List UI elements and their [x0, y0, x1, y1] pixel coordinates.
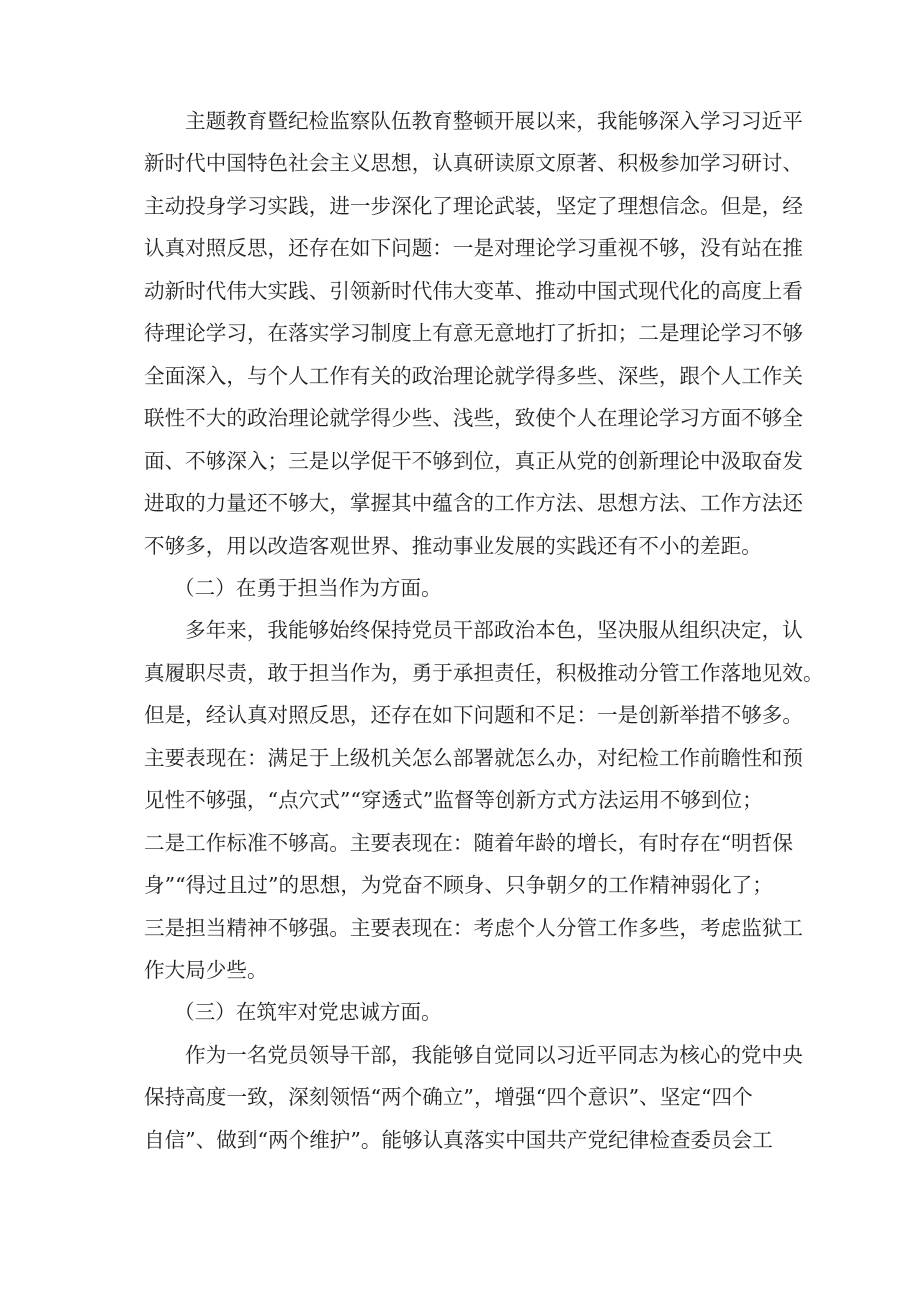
text-line: 多年来，我能够始终保持党员干部政治本色，坚决服从组织决定，认 [185, 618, 803, 642]
text-line: 联性不大的政治理论就学得少些、浅些，致使个人在理论学习方面不够全 [144, 406, 803, 430]
text-line: 认真对照反思，还存在如下问题：一是对理论学习重视不够，没有站在推 [144, 236, 803, 260]
text-line: 主要表现在：满足于上级机关怎么部署就怎么办，对纪检工作前瞻性和预 [144, 746, 803, 770]
text-line: 三是担当精神不够强。主要表现在：考虑个人分管工作多些，考虑监狱工 [144, 916, 803, 940]
text-line: 全面深入，与个人工作有关的政治理论就学得多些、深些，跟个人工作关 [144, 364, 803, 388]
text-line: 真履职尽责，敢于担当作为，勇于承担责任，积极推动分管工作落地见效。 [144, 661, 824, 685]
text-line: 见性不够强，“点穴式”“穿透式”监督等创新方式方法运用不够到位； [144, 788, 763, 812]
text-line: 主题教育暨纪检监察队伍教育整顿开展以来，我能够深入学习习近平 [185, 109, 803, 133]
text-line: 动新时代伟大实践、引领新时代伟大变革、推动中国式现代化的高度上看 [144, 279, 803, 303]
text-line: 二是工作标准不够高。主要表现在：随着年龄的增长，有时存在“明哲保 [144, 831, 793, 855]
text-line: 自信”、做到“两个维护”。能够认真落实中国共产党纪律检查委员会工 [144, 1128, 773, 1152]
text-line: 保持高度一致，深刻领悟“两个确立”，增强“四个意识”、坚定“四个 [144, 1085, 753, 1109]
text-line: 但是，经认真对照反思，还存在如下问题和不足：一是创新举措不够多。 [144, 703, 803, 727]
text-line: 面、不够深入；三是以学促干不够到位，真正从党的创新理论中汲取奋发 [144, 449, 803, 473]
text-line: 进取的力量还不够大，掌握其中蕴含的工作方法、思想方法、工作方法还 [144, 491, 803, 515]
section-heading: （三）在筑牢对党忠诚方面。 [174, 1000, 442, 1024]
text-line: 不够多，用以改造客观世界、推动事业发展的实践还有不小的差距。 [144, 534, 762, 558]
text-line: 身”“得过且过”的思想，为党奋不顾身、只争朝夕的工作精神弱化了； [144, 873, 773, 897]
text-line: 主动投身学习实践，进一步深化了理论武装，坚定了理想信念。但是，经 [144, 194, 803, 218]
text-line: 待理论学习，在落实学习制度上有意无意地打了折扣；二是理论学习不够 [144, 321, 803, 345]
text-line: 新时代中国特色社会主义思想，认真研读原文原著、积极参加学习研讨、 [144, 151, 803, 175]
text-line: 作为一名党员领导干部，我能够自觉同以习近平同志为核心的党中央 [185, 1043, 803, 1067]
section-heading: （二）在勇于担当作为方面。 [174, 576, 442, 600]
text-line: 作大局少些。 [144, 958, 268, 982]
